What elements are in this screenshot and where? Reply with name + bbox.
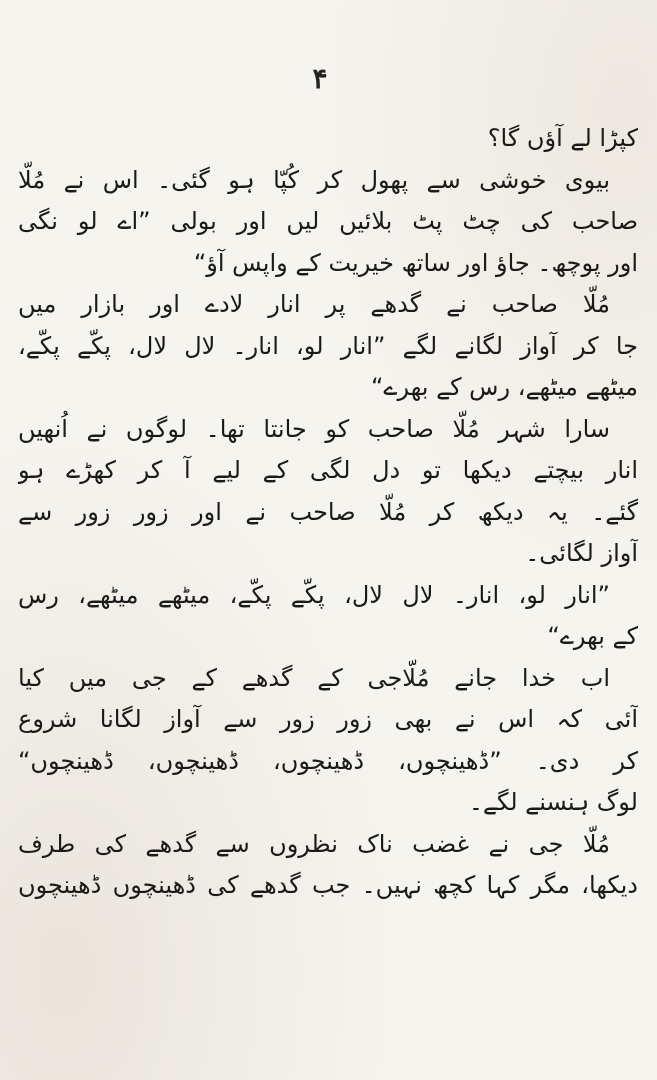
text-line: مُلّا جی نے غضب ناک نظروں سے گدھے کی طرف (18, 829, 610, 858)
text-line: سارا شہر مُلّا صاحب کو جانتا تھا۔ لوگوں نے اُنھیں (18, 414, 610, 443)
text-line: بیوی خوشی سے پھول کر کُپّا ہو گئی۔ اس نے مُلّا (18, 165, 610, 194)
text-line: جا کر آواز لگانے لگے ”انار لو، انار۔ لال لال، پکّے پکّے، (18, 331, 638, 360)
text-line: میٹھے میٹھے، رس کے بھرے“ (370, 373, 638, 401)
story-text (18, 118, 638, 907)
text-line: ”انار لو، انار۔ لال لال، پکّے پکّے، میٹھے میٹھے، رس (18, 580, 610, 609)
text-line: آواز لگائی۔ (525, 539, 638, 567)
text-line: گئے۔ یہ دیکھ کر مُلّا صاحب نے اور زور زور سے (18, 497, 638, 526)
text-line: مُلّا صاحب نے گدھے پر انار لادے اور بازار میں (18, 290, 610, 318)
text-line: کر دی۔ ”ڈھینچوں، ڈھینچوں، ڈھینچوں، ڈھینچوں“ (18, 746, 638, 775)
text-line: کپڑا لے آؤں گا؟ (487, 124, 638, 152)
text-line: دیکھا، مگر کہا کچھ نہیں۔ جب گدھے کی ڈھینچوں ڈھینچوں (18, 871, 638, 899)
text-line: آئی کہ اس نے بھی زور زور سے آواز لگانا شروع (18, 705, 638, 733)
text-line: لوگ ہنسنے لگے۔ (468, 788, 638, 816)
text-line: کے بھرے“ (547, 622, 638, 650)
text-line: صاحب کی چٹ پٹ بلائیں لیں اور بولی ”اے لو نگی (18, 207, 638, 235)
text-line: اب خدا جانے مُلّاجی کے گدھے کے جی میں کیا (18, 663, 610, 692)
text-line: انار بیچتے دیکھا تو دل لگی کے لیے آ کر کھڑے ہو (18, 456, 638, 484)
page-number: ۴ (312, 62, 328, 95)
text-line: اور پوچھ۔ جاؤ اور ساتھ خیریت کے واپس آؤ“ (193, 248, 638, 277)
